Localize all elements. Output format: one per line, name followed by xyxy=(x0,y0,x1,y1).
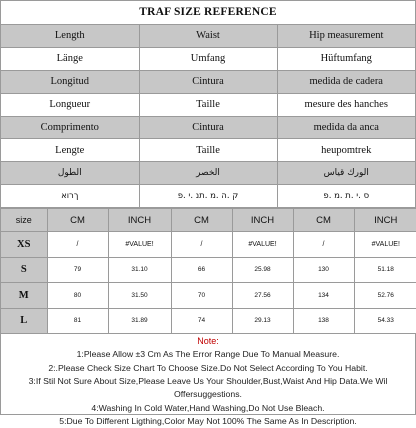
measurement-name-row xyxy=(1,70,415,93)
size-value-cell: 54.33 xyxy=(354,308,416,334)
page-title: TRAF SIZE REFERENCE xyxy=(1,1,415,25)
cm-column-header: CM xyxy=(47,209,108,232)
waist-name-cell: Cintura xyxy=(139,70,277,93)
size-row-m xyxy=(1,283,416,309)
size-value-cell: / xyxy=(293,232,354,258)
waist-name-cell: Taille xyxy=(139,93,277,116)
size-value-cell: 130 xyxy=(293,257,354,283)
inch-column-header: INCH xyxy=(354,209,416,232)
size-value-cell: #VALUE! xyxy=(232,232,293,258)
size-row-l xyxy=(1,308,416,334)
size-value-cell: 79 xyxy=(47,257,108,283)
size-label: S xyxy=(1,257,47,283)
size-value-cell: / xyxy=(171,232,232,258)
waist-name-cell: Cintura xyxy=(139,116,277,139)
size-value-cell: 70 xyxy=(171,283,232,309)
hip-name-cell: Hüftumfang xyxy=(277,47,415,70)
length-name-cell: Longueur xyxy=(1,93,139,116)
waist-name-cell: ק .ה .מ .תנ .י .פ xyxy=(139,185,277,208)
hip-name-cell: medida da anca xyxy=(277,116,415,139)
size-column-header: size xyxy=(1,209,47,232)
length-name-cell: الطول xyxy=(1,162,139,185)
size-row-xs xyxy=(1,232,416,258)
measurement-name-row xyxy=(1,139,415,162)
length-name-cell: Lengte xyxy=(1,139,139,162)
size-value-cell: 29.13 xyxy=(232,308,293,334)
size-chart-table xyxy=(1,208,416,334)
inch-column-header: INCH xyxy=(108,209,171,232)
size-label: M xyxy=(1,283,47,309)
size-table-header-row xyxy=(1,209,416,232)
hip-name-cell: Hip measurement xyxy=(277,25,415,47)
size-value-cell: 27.56 xyxy=(232,283,293,309)
cm-column-header: CM xyxy=(171,209,232,232)
measurement-name-row xyxy=(1,25,415,47)
length-name-cell: Comprimento xyxy=(1,116,139,139)
size-value-cell: 31.50 xyxy=(108,283,171,309)
length-name-cell: Longitud xyxy=(1,70,139,93)
waist-name-cell: الخصر xyxy=(139,162,277,185)
hip-name-cell: ס .י .ת .מ .פ xyxy=(277,185,415,208)
size-value-cell: 80 xyxy=(47,283,108,309)
notes-section xyxy=(1,334,415,428)
waist-name-cell: Waist xyxy=(139,25,277,47)
size-value-cell: / xyxy=(47,232,108,258)
measurement-name-row xyxy=(1,185,415,208)
size-value-cell: 31.10 xyxy=(108,257,171,283)
cm-column-header: CM xyxy=(293,209,354,232)
measurement-name-row xyxy=(1,93,415,116)
measurement-name-row xyxy=(1,162,415,185)
inch-column-header: INCH xyxy=(232,209,293,232)
waist-name-cell: Taille xyxy=(139,139,277,162)
size-value-cell: #VALUE! xyxy=(108,232,171,258)
size-value-cell: 66 xyxy=(171,257,232,283)
size-value-cell: 74 xyxy=(171,308,232,334)
size-row-s xyxy=(1,257,416,283)
size-value-cell: 81 xyxy=(47,308,108,334)
length-name-cell: Länge xyxy=(1,47,139,70)
measurement-names-table xyxy=(1,25,415,208)
size-value-cell: #VALUE! xyxy=(354,232,416,258)
waist-name-cell: Umfang xyxy=(139,47,277,70)
hip-name-cell: mesure des hanches xyxy=(277,93,415,116)
hip-name-cell: medida de cadera xyxy=(277,70,415,93)
hip-name-cell: الورك قياس xyxy=(277,162,415,185)
size-value-cell: 138 xyxy=(293,308,354,334)
note-line: 2:.Please Check Size Chart To Choose Size.Do Not Select According To You Habit. xyxy=(48,362,368,373)
size-value-cell: 51.18 xyxy=(354,257,416,283)
note-line: 4:Washing In Cold Water,Hand Washing,Do Not Use Bleach. xyxy=(91,402,325,413)
note-line: 1:Please Allow ±3 Cm As The Error Range Due To Manual Measure. xyxy=(76,349,340,360)
length-name-cell: ךרוא xyxy=(1,185,139,208)
note-line: 3:If Stil Not Sure About Size,Please Leave Us Your Shoulder,Bust,Waist And Hip Data.We Wil xyxy=(28,376,388,387)
size-value-cell: 52.76 xyxy=(354,283,416,309)
measurement-name-row xyxy=(1,47,415,70)
size-label: L xyxy=(1,308,47,334)
note-line: Offersuggestions. xyxy=(174,389,242,400)
notes-title: Note: xyxy=(197,336,219,347)
hip-name-cell: heupomtrek xyxy=(277,139,415,162)
measurement-name-row xyxy=(1,116,415,139)
size-value-cell: 25.98 xyxy=(232,257,293,283)
note-line: 5:Due To Different Ligthing,Color May Not 100% The Same As In Description. xyxy=(59,415,357,426)
size-value-cell: 31.89 xyxy=(108,308,171,334)
length-name-cell: Length xyxy=(1,25,139,47)
size-value-cell: 134 xyxy=(293,283,354,309)
size-label: XS xyxy=(1,232,47,258)
